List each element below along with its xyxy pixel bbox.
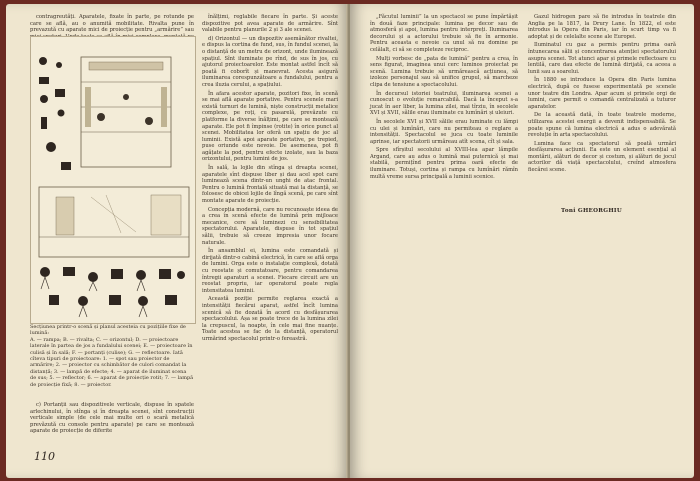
lamp-icon-15 — [159, 269, 171, 279]
lamp-icon-1 — [39, 57, 47, 65]
lamp-icon-2 — [39, 77, 49, 84]
lamp-icon-16 — [177, 271, 185, 279]
right-column-2: Gazul hidrogen pare să fie introdus în teatrele din Anglia pe la 1817, la Drury Lane. În 1822, el este introdus la Opera din Paris, iar în scurt timp va fi adoptat și de celelalte scene ale Europei. Iluminatul cu gaz a permis pentru prima oară întunecarea sălii și concentrarea atenției spectatorului asupra scenei. Tot atunci apar și primele reflectoare cu lentilă, care dau efecte de lumină dirijată, ca aceea a lunii sau a soarelui. În 1880 se introduce la Opera din Paris lumina electrică, după ce fusese experimentată pe scenele unor teatre din Londra. Apar acum și primele orgi de lumini, care permit o comandă centralizată a tuturor aparatelor. De la această dată, în toate teatrele moderne, utilizarea acestei energii a devenit indispensabilă. Se poate spune că lumina electrică a adus o adevărată revoluție în arta spectacolului. Lumina face ca spectatorul să poată urmări desfășurarea acțiunii. Ea este un element esențial al montării, alături de decor și costum, și alături de jocul actorilor dă viață spectacolului, creînd atmosfera fiecărei scene. — [528, 14, 676, 174]
lamp-icon-4 — [41, 117, 47, 129]
figure-caption — [30, 324, 194, 388]
left-right-column: înălțimi, reglabile fiecare în parte. Și aceste dispozitive pot avea aparate de armărire. Sînt valabile pentru planurile 2 și 3 ale scenei. d) Orizontul — un dispozitiv asemănător rivaltei, e dispus la cortina de fund, sus, în fundul scenei, la o distanță de un metru de orizont, unde iluminează spațiul. Sînt iluminate pe rînd, de sus în jos, cu ajutorul proiectoarelor. Este montat astfel încît să poată fi coborît și manevrat. Acesta asigură iluminarea corespunzătoare a fundalului, pentru a crea iluzia cerului, a spațiului. În afara acestor aparate, pozitori fixe, în scenă se mai află aparate portative. Pentru scenele mari există turnuri de lumină, niște construcții metalice complexe, pe roți, cu pasarelă, prevăzute cu platforme la diverse înălțimi, pe care se montează aparate. Ele pot fi împinse (rotite) în orice punct al scenei. Mobilitatea lor oferă un spațiu de joc al luminii. Există apoi aparate portative, pe trepied, puse oriunde este nevoie. De asemenea, pot fi agățate la pod, pentru efecte izolate, sau la baza orizontului, pentru lumini de jos. În sală, la lojile din stînga și dreapta scenei, aparatele sînt dispuse liber și dau acel spot care luminează scena dintr-un unghi de atac frontal. Pentru o lumină frontală situată mai la distanță, se folosesc de obicei lojile de lîngă scenă, pe care sînt montate aparate de proiecție. Concepția modernă, care nu recunoaște ideea de a crea în scenă efecte de lumină prin mijloace mecanice, cere să luminezi cu sensibilitatea spectatorului. Aparatele, dispuse în tot spațiul sălii, trebuie să creeze impresia unor focare naturale. În ansamblul ei, lumina este comandată și dirijată dintr-o cabină electrică, în care se află orga de lumini. Orga este o instalație complexă, dotată cu reostate și comutatoare, pentru comandarea întregii aparaturi a scenei. Fiecare circuit are un reostat propriu, iar operatorul poate regla intensitatea luminii. Această poziție permite reglarea exactă a intensității fiecărui aparat, astfel încît lumina scenică să fie dozată în acord cu desfășurarea spectacolului. Așa se poate trece de la lumina zilei la crepuscul, la noapte, în cele mai fine nuanțe. Toate acestea se fac de la distanță, operatorul urmărind spectacolul printr-o fereastră. — [202, 14, 338, 342]
lamp-icon-9 — [61, 162, 71, 170]
left-page — [6, 4, 348, 478]
lamp-icon-8 — [46, 142, 56, 152]
lamp-icon-14 — [136, 270, 146, 280]
lamp-icon-21 — [165, 295, 177, 305]
lamp-icon-13 — [111, 269, 123, 279]
left-top-text: contragreutăți. Aparatele, fixate în parte, pe rotunde pe care se află, au o anumită mobilitate. Rivalta pune în prevazută cu aparate mici de proiecție pentru „armărire” sau — [30, 14, 194, 34]
lamp-icon-3 — [40, 95, 48, 103]
lamp-icon-12 — [88, 272, 98, 282]
lamp-icon-17 — [49, 295, 59, 305]
left-bottom-text: c) Portanții sau dispozitivele verticale, dispuse în spatele arlechinului, în stînga și în dreapta scenei, sînt construcții verticale simple (de cele mai multe ori o scară metalică prevăzută cu console pentru aparate) pe care se montează aparate de proiecție de diferite — [30, 402, 194, 435]
orizont-section — [151, 195, 181, 235]
lamp-icon-5 — [56, 62, 62, 68]
author-signature: Toni GHEORGHIU — [561, 208, 622, 214]
open-book — [6, 4, 694, 478]
stage-plan-frame — [81, 57, 171, 167]
lamp-icon-11 — [63, 267, 75, 276]
lamp-icon-6 — [55, 89, 65, 97]
spotlight-marker-1 — [97, 113, 105, 121]
stage-lighting-diagram — [30, 36, 196, 324]
lamp-icon-18 — [78, 296, 88, 306]
right-column-1: „Făcutul luminii” la un spectacol se pune împărtășit în două faze principale: lumina pe decor sau de atmosferă și apoi, lumina pentru interpreți. Iluminarea decorului și a actorului trebuie să fie în armonie. Pentru aceasta e nevoie ca unul să nu domine pe celălalt, ci să se completeze reciproc. Mulți vorbesc de „pata de lumină” pentru a crea, în sens figurat, imaginea unui cerc luminos proiectat pe scenă. Lumina trebuie să urmărească acțiunea, să izoleze personajul sau să unifice grupul, să marcheze clipa de tensiune a spectacolului. În decursul istoriei teatrului, iluminarea scenei a cunoscut o evoluție remarcabilă. Dacă la început s-a jucat în aer liber, la lumina zilei, mai tîrziu, în secolele XVI și XVII, sălile erau iluminate cu lumînări și uleiuri. În secolele XVI și XVII sălile erau luminate cu lămpi cu ulei și lumînări, care nu permiteau o reglare a intensității. Spectacolul se juca cu toate luminile aprinse, iar spectatorii urmăreau atît scena, cît și sala. Spre sfîrșitul secolului al XVIII-lea apar lămpile Argand, care au adus o lumină mai puternică și mai stabilă, permițînd pentru prima oară efecte de iluminare. Totuși, cortina și rampa cu lumînări rămîn multă vreme sursa principală a luminii scenice. — [370, 14, 518, 180]
portant-left — [85, 87, 91, 127]
right-page — [350, 4, 694, 478]
lamp-icon-19 — [109, 295, 121, 305]
caption-items: A. — rampa; B. — rivalta; C. — orizontul; D. — proiectoare laterale în partea de jos a fundalului scenei; E. — proiectoare în culisă și în sală; F. — portanți (culise); G. — reflectoare. Iată cîteva tipuri de proiectoare: 1. — spot sau proiector de armărire; 2. — proiector cu schimbător de culori comandat la distanță; 3. — lampă de efecte; 4. — aparat de iluminat scena de sus; 5. — reflector; 6. — aparat de proiecție rotit; 7. — lampă de proiecție fixă; 8. — proiector. — [30, 336, 194, 388]
spotlight-marker-3 — [145, 117, 153, 125]
page-number: 110 — [34, 450, 55, 463]
lamp-icon-7 — [58, 110, 65, 117]
lamp-icon-20 — [138, 296, 148, 306]
portant-section — [56, 197, 74, 235]
lamp-icon-10 — [40, 267, 50, 277]
caption-title: Secțiunea printr-o scenă și planul acesteia cu pozițiile fixe de lumină: — [30, 324, 186, 337]
portant-right — [161, 87, 167, 127]
diagram-svg — [31, 37, 195, 323]
spotlight-marker-2 — [123, 94, 129, 100]
rivalta-bar — [89, 62, 163, 70]
light-beam-2 — [106, 195, 121, 233]
